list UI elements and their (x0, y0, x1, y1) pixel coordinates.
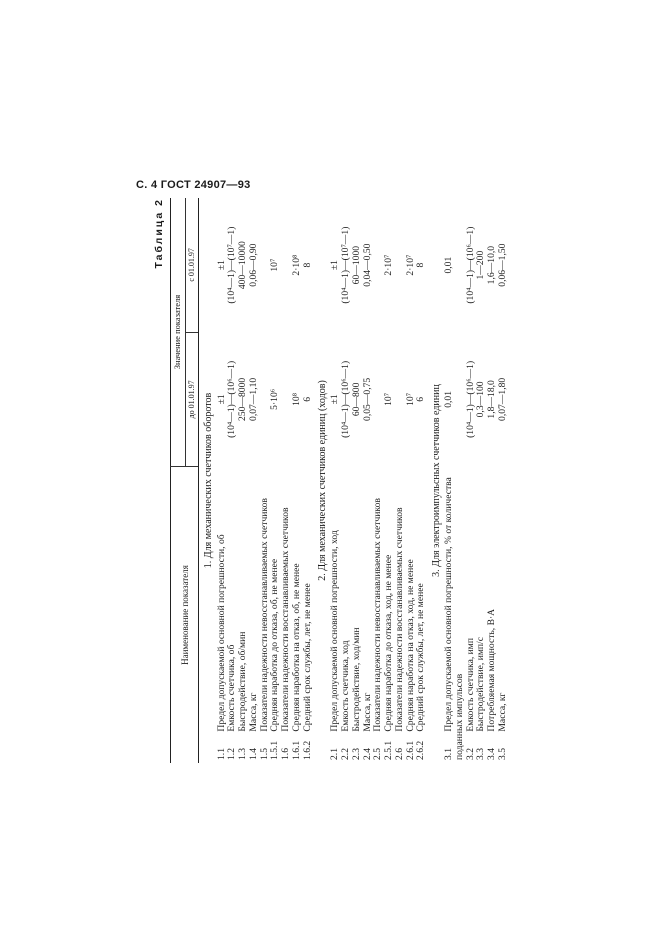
page-header: С. 4 ГОСТ 24907—93 (136, 179, 251, 191)
value-after-1997 (395, 198, 406, 332)
col-header-before: до 01.01.97 (185, 332, 199, 466)
value-after-1997: 0,06—1,50 (496, 243, 508, 287)
row-name: Средняя наработка на отказ, ход, не менее (404, 559, 416, 732)
col-header-group: Значение показателя (171, 198, 186, 467)
row-number: 2.5 (372, 748, 384, 760)
row-name: Масса, кг (361, 692, 373, 732)
row-label-cell (498, 467, 509, 764)
value-before-1997: 10⁸ (290, 392, 302, 406)
section-heading-row (313, 198, 330, 763)
row-name: Масса, кг (496, 692, 508, 732)
row-name: Средняя наработка до отказа, об, не менее (269, 558, 281, 732)
value-after-1997: (10⁴—1)—(10⁶—1) (464, 226, 476, 304)
value-after-1997: 1,6—10,0 (486, 245, 498, 285)
row-name: Быстродействие, об/мин (237, 631, 249, 732)
row-number: 2.1 (329, 748, 341, 760)
row-name: Показатели надежности восстанавливаемых счетчиков (280, 507, 292, 732)
row-name: Потребляемая мощность, В·А (486, 608, 498, 732)
value-before-1997 (395, 332, 406, 466)
value-before-1997: 0,07—1,10 (247, 377, 259, 421)
data-table (170, 198, 509, 763)
row-name: Средняя наработка до отказа, ход, не менее (383, 554, 395, 732)
table-row (416, 198, 427, 763)
value-before-1997: (10⁴—1)—(10⁶—1) (340, 360, 352, 438)
section-heading-row (427, 198, 444, 763)
row-name: Предел допускаемой основной погрешности, об (215, 534, 227, 732)
row-number: 2.4 (361, 748, 373, 760)
row-name: Предел допускаемой основной погрешности, % от количества поданных импульсов (443, 477, 465, 760)
value-before-1997: 0,01 (443, 390, 455, 408)
value-before-1997: 10⁷ (383, 392, 395, 406)
value-before-1997: 0,05—0,75 (361, 377, 373, 421)
section-title: 2. Для механических счетчиков единиц (ходов) (317, 380, 329, 581)
row-name: Емкость счетчика, об (226, 644, 238, 732)
row-name: Емкость счетчика, ход (340, 640, 352, 732)
value-after-1997: 0,04—0,50 (361, 243, 373, 287)
value-before-1997: 5·10⁶ (269, 388, 281, 410)
row-number: 2.2 (340, 748, 352, 760)
table-title: Таблица 2 (153, 198, 165, 269)
table-row (303, 198, 314, 763)
row-number: 1.4 (247, 748, 259, 760)
value-after-1997: 8 (415, 262, 427, 268)
row-name: Средний срок службы, лет, не менее (301, 583, 313, 732)
row-number: 2.6 (393, 748, 405, 760)
row-number: 1.6.1 (290, 740, 302, 760)
value-after-1997: ±1 (215, 260, 227, 271)
value-before-1997: ±1 (215, 394, 227, 405)
value-before-1997: 60—800 (350, 382, 362, 417)
row-label-cell (303, 467, 314, 764)
row-name: Быстродействие, ход/мин (350, 627, 362, 732)
row-name: Предел допускаемой основной погрешности, ход (329, 530, 341, 732)
row-number: 1.5.1 (269, 740, 281, 760)
value-after-1997: 2·10⁷ (383, 254, 395, 276)
row-number: 1.6.2 (301, 740, 313, 760)
rotated-table-frame (153, 198, 508, 763)
value-before-1997: 0,3—100 (475, 381, 487, 418)
value-after-1997: 0,06—0,90 (247, 243, 259, 287)
table-landscape (153, 198, 508, 763)
row-number: 2.5.1 (383, 740, 395, 760)
value-before-1997: (10⁴—1)—(10⁶—1) (464, 360, 476, 438)
value-before-1997: 1,8—18,0 (486, 380, 498, 419)
value-after-1997: 2·10⁷ (404, 254, 416, 276)
value-after-1997: (10⁴—1)—(10⁷—1) (340, 226, 352, 304)
row-label-cell (444, 467, 465, 764)
value-before-1997: 6 (415, 396, 427, 402)
value-before-1997: 0,07—1,80 (496, 377, 508, 421)
col-header-name: Наименование показателя (171, 467, 199, 764)
section-title: 3. Для электроимпульсных счетчиков единиц (431, 384, 443, 577)
value-after-1997: (10⁴—1)—(10⁷—1) (226, 226, 238, 304)
row-number: 2.3 (350, 748, 362, 760)
table-row (498, 198, 509, 763)
row-name: Емкость счетчика, имп (464, 638, 476, 732)
table-row (444, 198, 465, 763)
row-number: 3.4 (486, 748, 498, 760)
row-name: Показатели надежности восстанавливаемых счетчиков (393, 507, 405, 732)
row-number: 3.1 (443, 748, 455, 760)
row-name: Масса, кг (247, 692, 259, 732)
value-before-1997: ±1 (329, 394, 341, 405)
value-after-1997: ±1 (329, 260, 341, 271)
row-number: 2.6.2 (415, 740, 427, 760)
row-number: 2.6.1 (404, 740, 416, 760)
row-number: 3.3 (475, 748, 487, 760)
value-after-1997: 8 (301, 262, 313, 268)
value-before-1997: 10⁷ (404, 392, 416, 406)
value-after-1997: 0,01 (443, 256, 455, 274)
row-number: 1.6 (280, 748, 292, 760)
value-after-1997: 400—10000 (237, 241, 249, 290)
row-name: Показатели надежности невосстанавливаемых счетчиков (372, 498, 384, 732)
value-before-1997: (10⁴—1)—(10⁶—1) (226, 360, 238, 438)
section-heading-row (199, 198, 217, 763)
row-name: Показатели надежности невосстанавливаемых счетчиков (258, 498, 270, 732)
section-title: 1. Для механических счетчиков оборотов (203, 392, 215, 569)
value-after-1997: 60—1000 (350, 245, 362, 285)
row-label-cell (416, 467, 427, 764)
row-number: 1.1 (215, 748, 227, 760)
row-name: Быстродействие, имп/с (475, 637, 487, 732)
value-before-1997: 250—8000 (237, 377, 249, 421)
row-number: 1.3 (237, 748, 249, 760)
row-number: 1.5 (258, 748, 270, 760)
row-number: 3.2 (464, 748, 476, 760)
col-header-after: с 01.01.97 (185, 198, 199, 332)
row-name: Средний срок службы, лет, не менее (415, 583, 427, 732)
table-body (199, 198, 509, 763)
value-after-1997: 2·10⁸ (290, 254, 302, 276)
value-after-1997: 10⁷ (269, 258, 281, 272)
value-before-1997: 6 (301, 396, 313, 402)
row-number: 1.2 (226, 748, 238, 760)
row-number: 3.5 (496, 748, 508, 760)
value-after-1997: 1—200 (475, 250, 487, 280)
row-name: Средняя наработка на отказ, об, не менее (290, 563, 302, 732)
